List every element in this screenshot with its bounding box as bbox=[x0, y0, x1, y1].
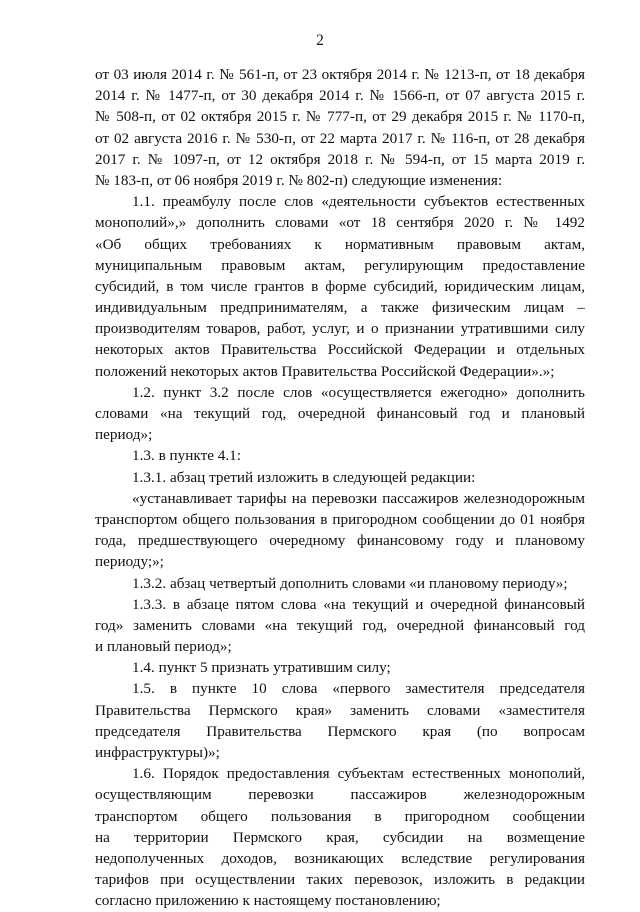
text-line: транспортом общего пользования в пригородном сообщении до 01 ноября bbox=[95, 510, 585, 528]
text-line: Правительства Пермского края» заменить словами «заместителя bbox=[95, 701, 585, 719]
text-line: и плановый период»; bbox=[95, 638, 232, 656]
text-line: периоду;»; bbox=[95, 553, 164, 571]
text-line: 1.2. пункт 3.2 после слов «осуществляется ежегодно» дополнить bbox=[132, 383, 585, 401]
page-number: 2 bbox=[316, 32, 324, 49]
text-line: № 183-п, от 06 ноября 2019 г. № 802-п) следующие изменения: bbox=[95, 171, 503, 189]
text-line: положений некоторых актов Правительства Российской Федерации».»; bbox=[95, 362, 555, 380]
text-line: 1.3.3. в абзаце пятом слова «на текущий и очередной финансовый bbox=[132, 595, 585, 613]
text-line: 1.4. пункт 5 признать утратившим силу; bbox=[132, 659, 391, 677]
text-line: инфраструктуры)»; bbox=[95, 744, 220, 761]
text-line: словами «на текущий год, очередной финансовый год и плановый bbox=[95, 405, 585, 422]
text-line: монополий»,» дополнить словами «от 18 сентября 2020 г. № 1492 bbox=[95, 214, 585, 232]
text-line: 1.3. в пункте 4.1: bbox=[132, 447, 241, 465]
text-line: тарифов при осуществлении таких перевозок, изложить в редакции bbox=[95, 871, 585, 889]
text-line: от 02 августа 2016 г. № 530-п, от 22 марта 2017 г. № 116-п, от 28 декабря bbox=[95, 129, 585, 147]
text-line: индивидуальным предпринимателям, а также физическим лицам – bbox=[95, 299, 585, 317]
text-line: 1.3.1. абзац третий изложить в следующей редакции: bbox=[132, 468, 476, 486]
text-line: «устанавливает тарифы на перевозки пассажиров железнодорожным bbox=[132, 489, 585, 507]
text-line: «Об общих требованиях к нормативным правовым актам, bbox=[95, 235, 585, 253]
text-line: транспортом общего пользования в пригородном сообщении bbox=[95, 807, 585, 825]
text-line: 1.1. преамбулу после слов «деятельности субъектов естественных bbox=[132, 193, 585, 211]
text-line: № 508-п, от 02 октября 2015 г. № 777-п, от 29 декабря 2015 г. № 1170-п, bbox=[95, 108, 585, 126]
text-line: на территории Пермского края, субсидии на возмещение bbox=[95, 828, 585, 846]
document-body bbox=[95, 64, 585, 912]
text-line: 1.6. Порядок предоставления субъектам естественных монополий, bbox=[132, 765, 585, 783]
text-line: некоторых актов Правительства Российской Федерации и отдельных bbox=[95, 341, 585, 359]
text-line: год» заменить словами «на текущий год, очередной финансовый год bbox=[95, 616, 585, 634]
text-line: период»; bbox=[95, 426, 153, 444]
text-line: 1.3.2. абзац четвертый дополнить словами «и плановому периоду»; bbox=[132, 574, 568, 592]
text-line: субсидий, в том числе грантов в форме субсидий, юридическим лицам, bbox=[95, 277, 585, 295]
text-line: от 03 июля 2014 г. № 561-п, от 23 октября 2014 г. № 1213-п, от 18 декабря bbox=[95, 66, 585, 83]
text-line: года, предшествующего очередному финансовому году и плановому bbox=[95, 532, 585, 550]
text-line: председателя Правительства Пермского края (по вопросам bbox=[95, 722, 585, 740]
text-line: недополученных доходов, возникающих вследствие регулирования bbox=[95, 849, 585, 867]
text-line: 2017 г. № 1097-п, от 12 октября 2018 г. № 594-п, от 15 марта 2019 г. bbox=[95, 150, 585, 168]
text-line: согласно приложению к настоящему постановлению; bbox=[95, 892, 441, 910]
text-line: 1.5. в пункте 10 слова «первого заместителя председателя bbox=[132, 680, 585, 698]
text-line: осуществляющим перевозки пассажиров железнодорожным bbox=[95, 786, 585, 804]
text-line: производителям товаров, работ, услуг, и о признании утратившими силу bbox=[95, 320, 585, 338]
text-line: 2014 г. № 1477-п, от 30 декабря 2014 г. № 1566-п, от 07 августа 2015 г. bbox=[95, 87, 585, 105]
text-line: муниципальным правовым актам, регулирующим предоставление bbox=[95, 256, 585, 274]
